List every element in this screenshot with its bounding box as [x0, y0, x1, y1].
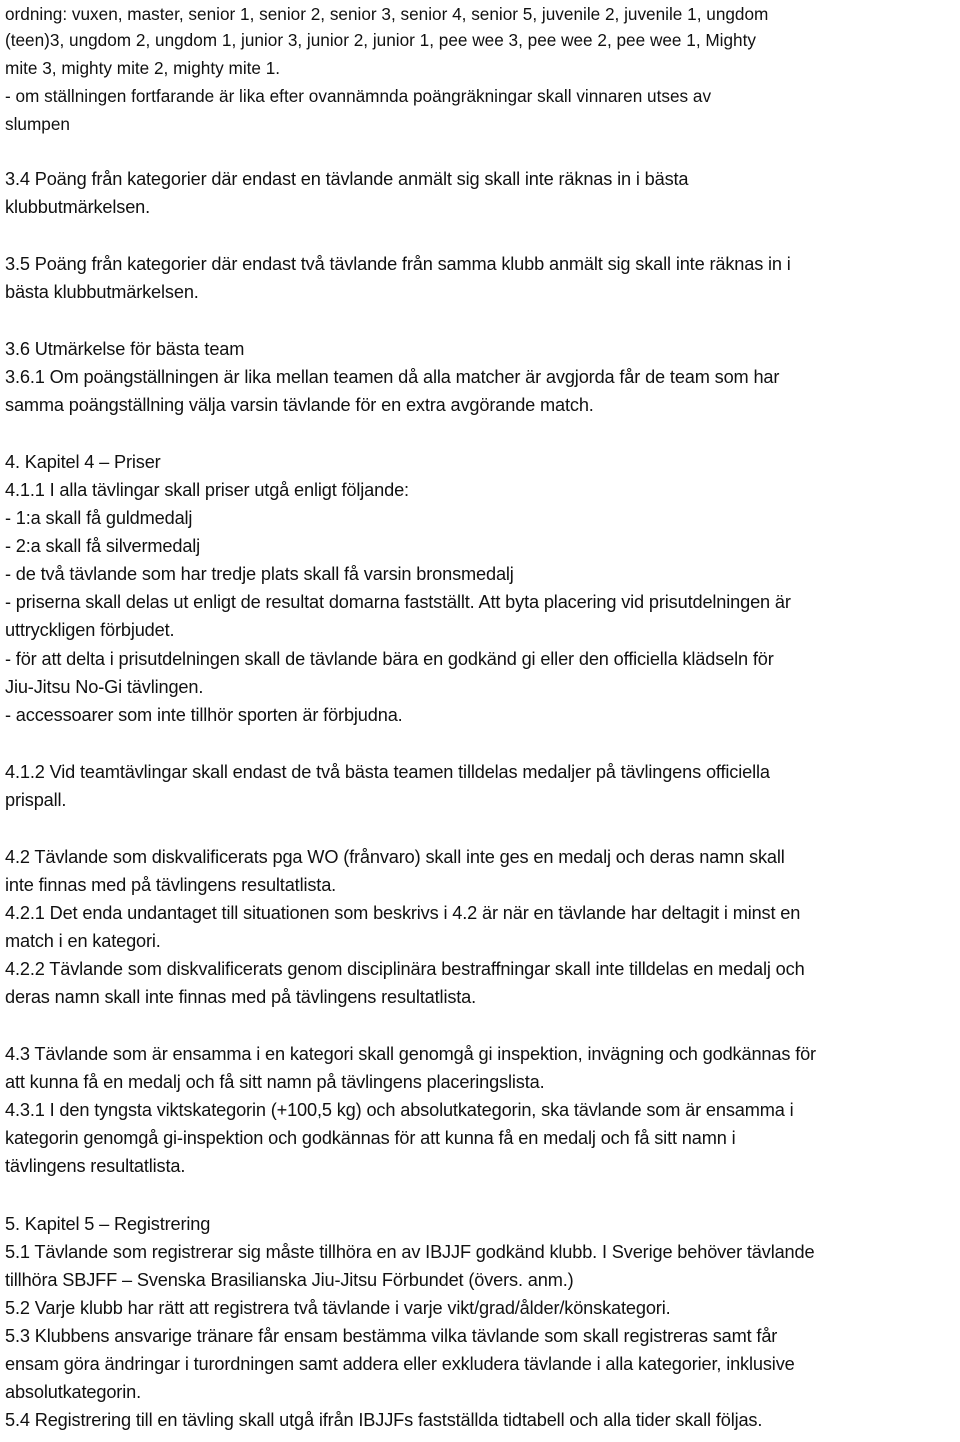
text-line: mite 3, mighty mite 2, mighty mite 1. — [5, 58, 281, 78]
text-line: 4.2.1 Det enda undantaget till situationen som beskrivs i 4.2 är när en tävlande har deltagit i minst en — [5, 903, 801, 923]
text-line: tävlingens resultatlista. — [5, 1156, 186, 1176]
text-line: 5. Kapitel 5 – Registrering — [5, 1214, 211, 1234]
text-line: - för att delta i prisutdelningen skall de tävlande bära en godkänd gi eller den officiella klädseln för — [5, 649, 774, 669]
text-line: deras namn skall inte finnas med på tävlingens resultatlista. — [5, 987, 477, 1007]
text-line: 3.6.1 Om poängställningen är lika mellan teamen då alla matcher är avgjorda får de team som har — [5, 367, 780, 387]
text-line: att kunna få en medalj och få sitt namn på tävlingens placeringslista. — [5, 1072, 545, 1092]
text-line: 5.1 Tävlande som registrerar sig måste tillhöra en av IBJJF godkänd klubb. I Sverige behöver tävlande — [5, 1242, 815, 1262]
text-line: 5.3 Klubbens ansvarige tränare får ensam bestämma vilka tävlande som skall registreras samt får — [5, 1326, 778, 1346]
text-line: 4.3 Tävlande som är ensamma i en kategori skall genomgå gi inspektion, invägning och godkännas för — [5, 1044, 816, 1064]
text-line: kategorin genomgå gi-inspektion och godkännas för att kunna få en medalj och få sitt namn i — [5, 1128, 736, 1148]
text-line: 4.1.1 I alla tävlingar skall priser utgå enligt följande: — [5, 480, 409, 500]
text-line: 4.1.2 Vid teamtävlingar skall endast de två bästa teamen tilldelas medaljer på tävlingens officiella — [5, 762, 770, 782]
text-line: - om ställningen fortfarande är lika efter ovannämnda poängräkningar skall vinnaren utses av — [5, 86, 712, 106]
text-line: bästa klubbutmärkelsen. — [5, 282, 199, 302]
text-line: - de två tävlande som har tredje plats skall få varsin bronsmedalj — [5, 564, 514, 584]
text-line: samma poängställning välja varsin tävlande för en extra avgörande match. — [5, 395, 594, 415]
text-line: 3.6 Utmärkelse för bästa team — [5, 339, 245, 359]
text-line: 3.5 Poäng från kategorier där endast två tävlande från samma klubb anmält sig skall inte räknas in i — [5, 254, 791, 274]
text-line: uttryckligen förbjudet. — [5, 620, 175, 640]
text-line: - 1:a skall få guldmedalj — [5, 508, 193, 528]
text-line: klubbutmärkelsen. — [5, 197, 151, 217]
text-line: ensam göra ändringar i turordningen samt addera eller exkludera tävlande i alla kategorier, inklusive — [5, 1354, 795, 1374]
text-line: - priserna skall delas ut enligt de resultat domarna fastställt. Att byta placering vid prisutdelningen är — [5, 592, 791, 612]
text-line: 4.3.1 I den tyngsta viktskategorin (+100,5 kg) och absolutkategorin, ska tävlande som är ensamma i — [5, 1100, 794, 1120]
text-line: tillhöra SBJFF – Svenska Brasilianska Jiu-Jitsu Förbundet (övers. anm.) — [5, 1270, 574, 1290]
text-line: prispall. — [5, 790, 67, 810]
text-line: ordning: vuxen, master, senior 1, senior 2, senior 3, senior 4, senior 5, juvenile 2, juvenile 1, ungdom — [5, 4, 769, 24]
text-line: 4.2 Tävlande som diskvalificerats pga WO (frånvaro) skall inte ges en medalj och deras namn skall — [5, 847, 785, 867]
text-line: 4.2.2 Tävlande som diskvalificerats genom disciplinära bestraffningar skall inte tilldelas en medalj och — [5, 959, 805, 979]
text-line: 3.4 Poäng från kategorier där endast en tävlande anmält sig skall inte räknas in i bästa — [5, 169, 689, 189]
text-line: 5.2 Varje klubb har rätt att registrera två tävlande i varje vikt/grad/ålder/könskategori. — [5, 1298, 671, 1318]
text-line: match i en kategori. — [5, 931, 161, 951]
text-line: (teen)3, ungdom 2, ungdom 1, junior 3, junior 2, junior 1, pee wee 3, pee wee 2, pee wee 1, Mighty — [5, 30, 756, 50]
text-line: - accessoarer som inte tillhör sporten är förbjudna. — [5, 705, 403, 725]
text-line: 5.4 Registrering till en tävling skall utgå ifrån IBJJFs fastställda tidtabell och alla tider skall följas. — [5, 1410, 763, 1430]
text-line: inte finnas med på tävlingens resultatlista. — [5, 875, 337, 895]
text-line: absolutkategorin. — [5, 1382, 141, 1402]
text-line: slumpen — [5, 114, 70, 134]
text-line: Jiu-Jitsu No-Gi tävlingen. — [5, 677, 204, 697]
text-line: 4. Kapitel 4 – Priser — [5, 452, 161, 472]
text-line: - 2:a skall få silvermedalj — [5, 536, 201, 556]
